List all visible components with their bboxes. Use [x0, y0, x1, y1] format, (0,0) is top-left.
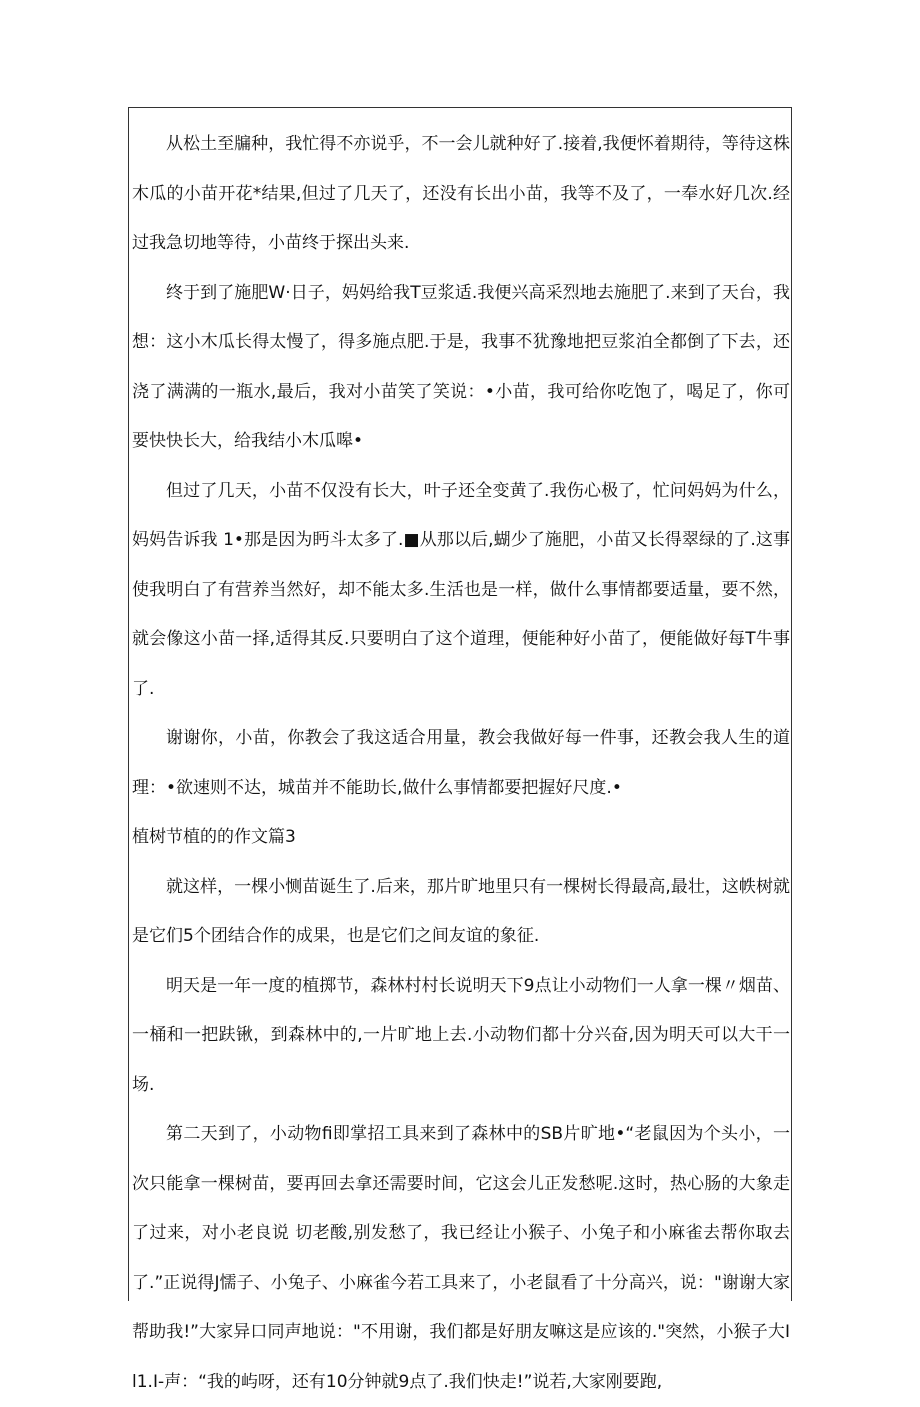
paragraph-lesson: 但过了几天，小苗不仅没有长大，叶子还全变黄了.我伤心极了，忙问妈妈为什么，妈妈告诉我 1•那是因为眄斗太多了.■从那以后,蝴少了施肥，小苗又长得翠绿的了.这事使我明白了有营养当然好，却不能太多.生活也是一样，做什么事情都要适量，要不然，就会像这小苗一择,适得其反.只要明白了这个道理，便能种好小苗了，便能做好每T牛事了. — [132, 480, 790, 699]
section-heading: 植树节植的的作文篇3 — [132, 827, 296, 847]
paragraph-tree-born: 就这样，一棵小恻苗诞生了.后来，那片旷地里只有一棵树长得最高,最壮，这帙树就是它们5个团结合作的成果，也是它们之间友谊的象征. — [132, 876, 790, 946]
paragraph-arbor-day: 明天是一年一度的植掷节，森林村村长说明天下9点让小动物们一人拿一棵〃烟苗、一桶和一把趺锹，到森林中的,一片旷地上去.小动物们都十分兴奋,因为明天可以大干一场. — [132, 975, 790, 1095]
paragraph-next-day: 第二天到了，小动物fi即掌招工具来到了森林中的SB片旷地•“老鼠因为个头小，一次只能拿一棵树苗，要再回去拿还需要时间，它这会儿正发愁呢.这时，热心肠的大象走了过来，对小老良说 切老酸,别发愁了，我已经让小猴子、小兔子和小麻雀去帮你取去了.”正说得J懦子、小兔子、小麻雀今若工具来了，小老鼠看了十分高兴，说："谢谢大家帮助我!”大家异口同声地说："不用谢，我们都是好朋友嘛这是应该的."突然，小猴子大Il1.I-声：“我的屿呀，还有10分钟就9点了.我们快走!”说若,大家刚要跑, — [132, 1124, 790, 1392]
document-body — [132, 120, 790, 1407]
paragraph-thanks: 谢谢你，小苗，你教会了我这适合用量，教会我做好每一件事，还教会我人生的道理：•欲速则不达，城苗并不能助长,做什么事情都要把握好尺度.• — [132, 728, 790, 798]
paragraph-planting: 从松土至牖种，我忙得不亦说乎，不一会儿就种好了.接着,我便怀着期待，等待这株木瓜的小苗开花*结果,但过了几天了，还没有长出小苗，我等不及了，一奉水好几次.经过我急切地等待，小苗终于探出头来. — [132, 134, 790, 253]
paragraph-fertilizing: 终于到了施肥W·日子，妈妈给我T豆浆适.我便兴高采烈地去施肥了.来到了天台，我想：这小木瓜长得太慢了，得多施点肥.于是，我事不犹豫地把豆浆泊全都倒了下去，还浇了满满的一瓶水,最后，我对小苗笑了笑说：•小苗，我可给你吃饱了，喝足了，你可要快快长大，给我结小木瓜嗥• — [132, 282, 790, 451]
